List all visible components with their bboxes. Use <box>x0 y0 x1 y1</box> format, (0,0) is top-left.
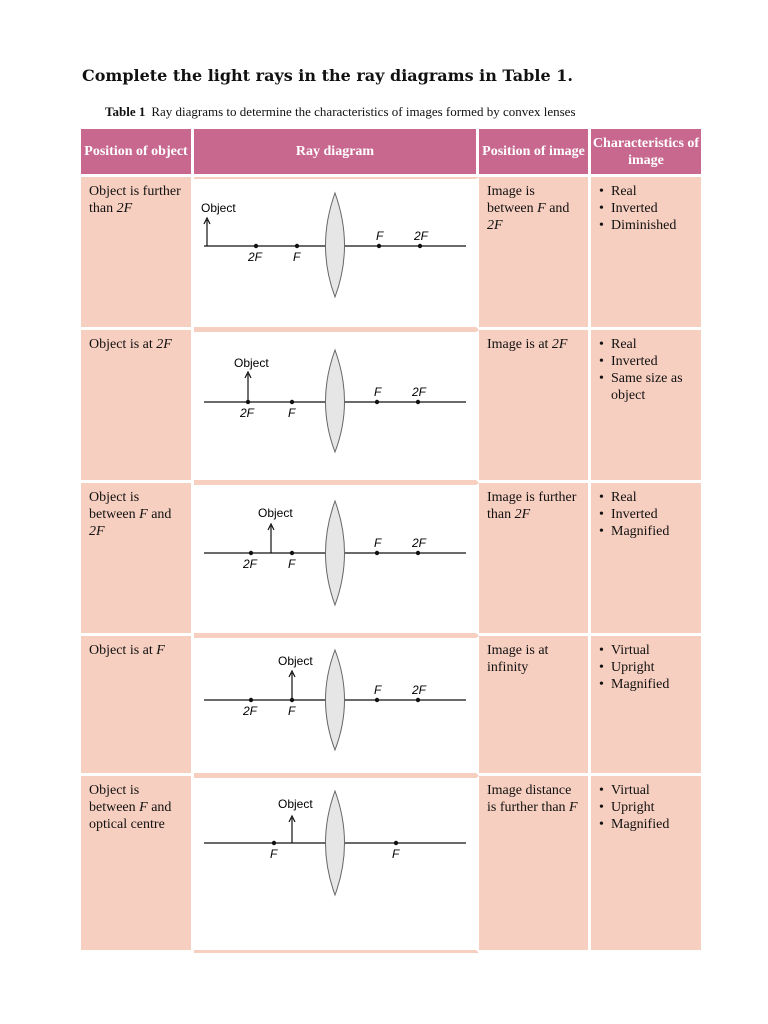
convex-lens <box>326 650 345 750</box>
characteristics-cell <box>591 177 701 330</box>
characteristics-list <box>599 642 693 693</box>
characteristic-item: • Real <box>599 336 693 353</box>
ray-diagram-2 <box>194 332 476 475</box>
table-row <box>81 776 701 953</box>
image-position-cell <box>479 776 591 953</box>
characteristic-item: • Real <box>599 489 693 506</box>
ray-diagram-cell <box>194 483 479 636</box>
ray-diagram-table <box>81 129 701 953</box>
ray-diagram-1 <box>194 179 476 322</box>
object-text: Object is at <box>89 643 157 658</box>
image-position-cell <box>479 483 591 636</box>
image-text: Image is at infinity <box>487 643 549 675</box>
ray-diagram-cell <box>194 177 479 330</box>
label-f-right: F <box>374 536 382 550</box>
image-text-italic: 2F <box>487 218 503 233</box>
image-text: Image distance is further than <box>487 783 572 815</box>
table-caption <box>105 104 576 120</box>
characteristic-item: • Upright <box>599 799 693 816</box>
convex-lens <box>326 501 345 605</box>
ray-diagram-5 <box>194 778 476 945</box>
focal-point-f-right <box>377 244 381 248</box>
object-text-italic: 2F <box>89 524 105 539</box>
image-text: and <box>545 201 570 216</box>
focal-point-2f-right <box>418 244 422 248</box>
characteristic-item: • Inverted <box>599 506 693 523</box>
focal-point-2f-right <box>416 551 420 555</box>
image-text: Image is between <box>487 184 538 216</box>
image-position-cell <box>479 330 591 483</box>
characteristic-item: • Magnified <box>599 816 693 833</box>
characteristic-item: • Magnified <box>599 676 693 693</box>
focal-point-2f-left <box>249 551 253 555</box>
object-text: and optical centre <box>89 800 172 832</box>
table-row <box>81 330 701 483</box>
object-text: Object is between <box>89 783 140 815</box>
object-label: Object <box>258 506 293 520</box>
focal-point-f-right <box>375 400 379 404</box>
image-text-italic: 2F <box>514 507 531 522</box>
object-text: Object is further than <box>89 184 181 216</box>
object-text: and <box>147 507 172 522</box>
convex-lens <box>326 193 345 297</box>
focal-point-f-left <box>290 400 294 404</box>
table-caption-label: Table 1 <box>105 104 146 119</box>
page-heading: Complete the light rays in the ray diagrams in Table 1. <box>82 66 573 85</box>
object-text-italic: 2F <box>116 201 133 216</box>
label-2f-left: 2F <box>243 557 258 571</box>
label-2f-right: 2F <box>412 385 427 399</box>
characteristics-list <box>599 183 693 234</box>
object-text: Object is at <box>89 337 157 352</box>
focal-point-f-right <box>375 698 379 702</box>
header-position-of-image: Position of image <box>479 129 591 177</box>
object-text-italic: F <box>156 643 165 658</box>
ray-diagram-4 <box>194 638 476 768</box>
label-2f-left: 2F <box>240 406 255 420</box>
characteristic-item: • Virtual <box>599 782 693 799</box>
object-label: Object <box>278 797 313 811</box>
characteristic-item: • Inverted <box>599 200 693 217</box>
ray-diagram-cell <box>194 776 479 953</box>
label-f-left: F <box>270 847 278 861</box>
characteristic-item: • Real <box>599 183 693 200</box>
label-2f-left: 2F <box>248 250 263 264</box>
image-text-italic: F <box>569 800 578 815</box>
label-f-right: F <box>392 847 400 861</box>
table-row <box>81 636 701 776</box>
object-text-italic: F <box>139 507 148 522</box>
focal-point-2f-left <box>254 244 258 248</box>
object-text-italic: 2F <box>156 337 172 352</box>
focal-point-2f-right <box>416 400 420 404</box>
object-label: Object <box>234 356 269 370</box>
characteristic-item: • Upright <box>599 659 693 676</box>
object-position-cell <box>81 776 194 953</box>
label-2f-right: 2F <box>412 536 427 550</box>
label-f-left: F <box>288 406 296 420</box>
ray-diagram-cell <box>194 636 479 776</box>
label-f-right: F <box>376 229 384 243</box>
table-caption-text: Ray diagrams to determine the characteristics of images formed by convex lenses <box>151 104 576 119</box>
characteristics-cell <box>591 636 701 776</box>
characteristics-list <box>599 782 693 833</box>
table-row <box>81 177 701 330</box>
object-position-cell <box>81 483 194 636</box>
label-f-right: F <box>374 683 382 697</box>
focal-point-f-left <box>290 551 294 555</box>
focal-point-f-right <box>375 551 379 555</box>
object-label: Object <box>278 654 313 668</box>
object-text-italic: F <box>139 800 148 815</box>
table-row <box>81 483 701 636</box>
characteristic-item: • Diminished <box>599 217 693 234</box>
focal-point-f-left <box>272 841 276 845</box>
object-text: Object is between <box>89 490 140 522</box>
label-2f-right: 2F <box>412 683 427 697</box>
label-2f-right: 2F <box>414 229 429 243</box>
characteristics-cell <box>591 483 701 636</box>
focal-point-f-right <box>394 841 398 845</box>
label-f-left: F <box>288 557 296 571</box>
characteristic-item: • Same size as object <box>599 370 693 404</box>
focal-point-2f-left <box>249 698 253 702</box>
object-label: Object <box>201 201 236 215</box>
label-f-left: F <box>288 704 296 718</box>
image-position-cell <box>479 177 591 330</box>
object-position-cell <box>81 177 194 330</box>
image-text-italic: F <box>537 201 546 216</box>
characteristics-cell <box>591 330 701 483</box>
label-f-left: F <box>293 250 301 264</box>
header-characteristics: Characteristics of image <box>591 129 701 177</box>
characteristics-list <box>599 336 693 404</box>
characteristics-cell <box>591 776 701 953</box>
image-position-cell <box>479 636 591 776</box>
object-position-cell <box>81 636 194 776</box>
focal-point-f-left <box>290 698 294 702</box>
label-f-right: F <box>374 385 382 399</box>
characteristic-item: • Magnified <box>599 523 693 540</box>
label-2f-left: 2F <box>243 704 258 718</box>
focal-point-f-left <box>295 244 299 248</box>
image-text-italic: 2F <box>551 337 568 352</box>
characteristic-item: • Virtual <box>599 642 693 659</box>
ray-diagram-cell <box>194 330 479 483</box>
focal-point-2f-right <box>416 698 420 702</box>
object-position-cell <box>81 330 194 483</box>
header-position-of-object: Position of object <box>81 129 194 177</box>
ray-diagram-3 <box>194 485 476 628</box>
convex-lens <box>326 791 345 895</box>
characteristics-list <box>599 489 693 540</box>
image-text: Image is further than <box>487 490 577 522</box>
header-ray-diagram: Ray diagram <box>194 129 479 177</box>
focal-point-2f-left <box>246 400 250 404</box>
image-text: Image is at <box>487 337 552 352</box>
convex-lens <box>326 350 345 452</box>
characteristic-item: • Inverted <box>599 353 693 370</box>
